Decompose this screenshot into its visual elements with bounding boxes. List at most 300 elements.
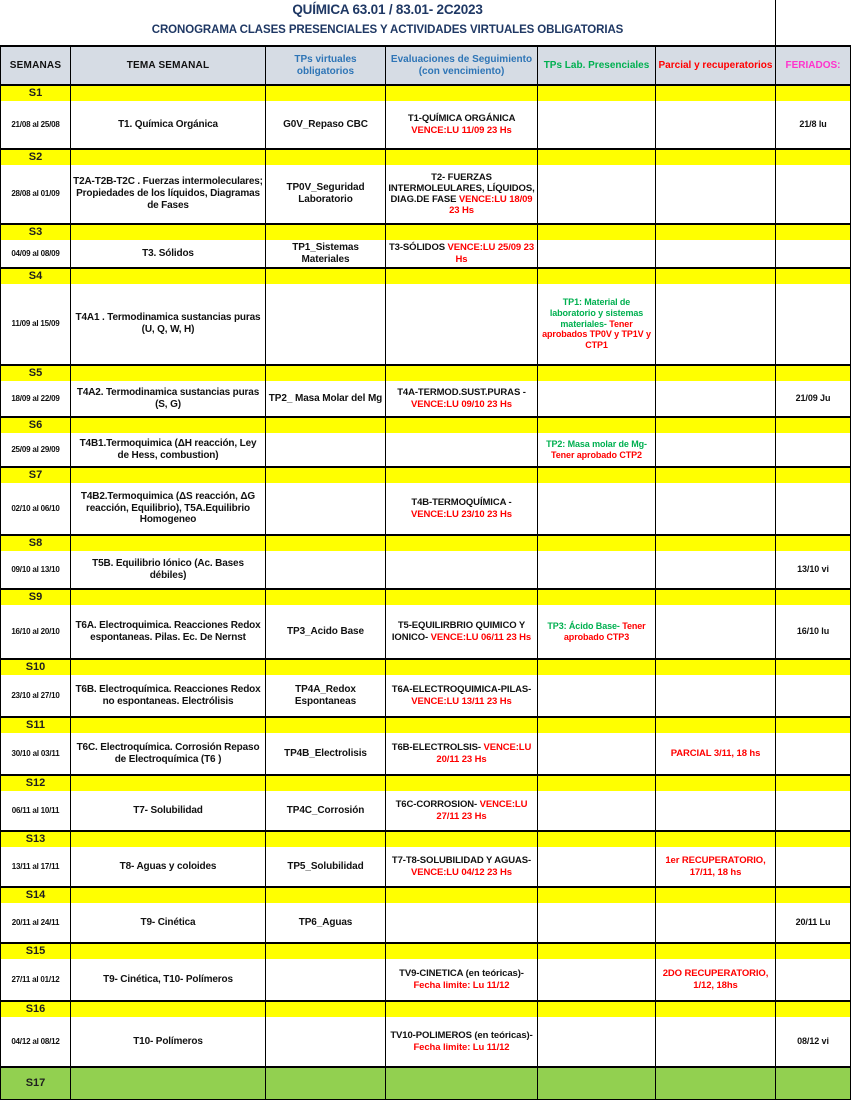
schedule-table <box>0 45 851 1100</box>
week-label-spacer <box>386 365 538 381</box>
week-label-spacer <box>266 417 386 433</box>
parcial-cell <box>656 381 776 417</box>
week-label-spacer <box>71 85 266 101</box>
week-label-spacer <box>776 775 851 791</box>
week-label-spacer <box>656 887 776 903</box>
week-label-spacer <box>776 417 851 433</box>
evaluacion-cell <box>386 240 538 268</box>
week-label-spacer <box>538 659 656 675</box>
week-label-spacer <box>266 887 386 903</box>
final-row-feriado-cell <box>776 1067 851 1099</box>
tema-semanal-cell: T4B2.Termoquimica (ΔS reacción, ΔG reacción, Equilibrio), T5A.Equilibrio Homogeneo <box>71 483 266 535</box>
table-row <box>1 165 851 224</box>
table-row <box>1 791 851 831</box>
final-row-tpv-cell <box>266 1067 386 1099</box>
evaluacion-title: T6B-ELECTROLSIS- <box>391 742 481 754</box>
table-row <box>1 1017 851 1067</box>
week-label-spacer <box>71 365 266 381</box>
tp-lab-cell <box>538 551 656 589</box>
week-label-spacer <box>71 589 266 605</box>
evaluacion-vence: VENCE:LU 20/11 23 Hs <box>436 742 532 765</box>
evaluacion-title: TV9-CINETICA (en teóricas)- <box>399 968 524 980</box>
week-label-spacer <box>71 268 266 284</box>
table-body <box>1 85 851 1099</box>
feriado-cell <box>776 483 851 535</box>
column-header-evaluaciones-line2: (con vencimiento) <box>418 65 505 77</box>
feriado-cell <box>776 433 851 467</box>
week-label-spacer <box>266 943 386 959</box>
week-label-spacer <box>266 365 386 381</box>
week-label-spacer <box>776 224 851 240</box>
week-label-row <box>1 1001 851 1017</box>
week-number: S2 <box>1 149 71 165</box>
week-number: S14 <box>1 887 71 903</box>
week-label-spacer <box>386 224 538 240</box>
tema-semanal-cell: T6A. Electroquimica. Reacciones Redox espontaneas. Pilas. Ec. De Nernst <box>71 605 266 659</box>
week-label-spacer <box>656 1001 776 1017</box>
table-row <box>1 240 851 268</box>
column-header-semanas: SEMANAS <box>1 46 71 85</box>
week-dates: 09/10 al 13/10 <box>1 551 71 589</box>
week-label-spacer <box>266 268 386 284</box>
tema-semanal-cell: T6C. Electroquímica. Corrosión Repaso de Electroquímica (T6 ) <box>71 733 266 775</box>
table-row <box>1 551 851 589</box>
week-label-spacer <box>386 659 538 675</box>
week-label-spacer <box>538 887 656 903</box>
evaluacion-cell <box>386 483 538 535</box>
final-row-tema-cell <box>71 1067 266 1099</box>
week-dates: 25/09 al 29/09 <box>1 433 71 467</box>
tp-virtual-cell <box>266 284 386 365</box>
tp-virtual-cell: TP6_Aguas <box>266 903 386 943</box>
page-subtitle: CRONOGRAMA CLASES PRESENCIALES Y ACTIVIDADES VIRTUALES OBLIGATORIAS <box>151 24 624 36</box>
tp-virtual-cell: TP4A_Redox Espontaneas <box>266 675 386 717</box>
parcial-cell <box>656 903 776 943</box>
week-number: S4 <box>1 268 71 284</box>
week-label-spacer <box>386 589 538 605</box>
week-label-row <box>1 224 851 240</box>
week-label-spacer <box>266 717 386 733</box>
tema-semanal-cell: T4A2. Termodinamica sustancias puras (S, G) <box>71 381 266 417</box>
final-row-lab-cell <box>538 1067 656 1099</box>
week-label-spacer <box>538 365 656 381</box>
week-label-spacer <box>266 467 386 483</box>
week-label-spacer <box>266 659 386 675</box>
table-row <box>1 847 851 887</box>
evaluacion-vence: VENCE:LU 23/10 23 Hs <box>411 508 512 520</box>
week-dates: 30/10 al 03/11 <box>1 733 71 775</box>
evaluacion-vence: Fecha limite: Lu 11/12 <box>413 1041 510 1053</box>
evaluacion-vence: VENCE:LU 25/09 23 Hs <box>447 242 535 265</box>
week-label-spacer <box>266 535 386 551</box>
week-label-spacer <box>656 943 776 959</box>
evaluacion-title: T4A-TERMOD.SUST.PURAS - <box>397 387 526 399</box>
week-label-spacer <box>71 535 266 551</box>
week-number: S3 <box>1 224 71 240</box>
week-label-spacer <box>386 149 538 165</box>
tp-virtual-cell: TP5_Solubilidad <box>266 847 386 887</box>
tema-semanal-cell: T1. Química Orgánica <box>71 101 266 149</box>
feriado-cell <box>776 240 851 268</box>
week-dates: 06/11 al 10/11 <box>1 791 71 831</box>
tp-lab-cell <box>538 675 656 717</box>
week-dates: 20/11 al 24/11 <box>1 903 71 943</box>
week-label-spacer <box>776 943 851 959</box>
week-label-spacer <box>538 943 656 959</box>
evaluacion-vence: VENCE:LU 11/09 23 Hs <box>411 124 512 136</box>
evaluacion-vence: Fecha limite: Lu 11/12 <box>413 979 510 991</box>
parcial-cell: 1er RECUPERATORIO, 17/11, 18 hs <box>656 847 776 887</box>
week-dates: 23/10 al 27/10 <box>1 675 71 717</box>
evaluacion-cell <box>386 733 538 775</box>
tp-lab-requisito: Tener aprobados TP0V y TP1V y CTP1 <box>542 318 651 350</box>
tema-semanal-cell: T4A1 . Termodinamica sustancias puras (U, Q, W, H) <box>71 284 266 365</box>
week-number: S15 <box>1 943 71 959</box>
evaluacion-cell <box>386 101 538 149</box>
week-label-row <box>1 659 851 675</box>
column-header-tps-virtuales: TPs virtuales obligatorios <box>266 46 386 85</box>
feriado-cell <box>776 733 851 775</box>
parcial-cell <box>656 433 776 467</box>
week-number: S17 <box>1 1067 71 1099</box>
feriado-cell <box>776 959 851 1001</box>
week-label-spacer <box>266 1001 386 1017</box>
table-row <box>1 675 851 717</box>
feriado-cell: 21/09 Ju <box>776 381 851 417</box>
week-number: S1 <box>1 85 71 101</box>
tp-lab-cell <box>538 240 656 268</box>
week-label-spacer <box>386 717 538 733</box>
week-label-spacer <box>71 149 266 165</box>
final-week-row <box>1 1067 851 1099</box>
column-header-tema: TEMA SEMANAL <box>71 46 266 85</box>
tp-lab-cell <box>538 284 656 365</box>
week-label-spacer <box>266 224 386 240</box>
week-label-spacer <box>386 535 538 551</box>
week-label-row <box>1 589 851 605</box>
week-label-spacer <box>538 85 656 101</box>
feriado-cell <box>776 847 851 887</box>
column-header-parcial: Parcial y recuperatorios <box>656 46 776 85</box>
tp-virtual-cell: TP4B_Electrolisis <box>266 733 386 775</box>
week-label-spacer <box>71 887 266 903</box>
feriado-cell: 16/10 lu <box>776 605 851 659</box>
tp-lab-title: TP2: Masa molar de Mg- <box>546 438 647 449</box>
week-label-spacer <box>776 365 851 381</box>
tp-lab-requisito: Tener aprobado CTP2 <box>551 449 642 460</box>
tp-virtual-cell <box>266 433 386 467</box>
week-label-spacer <box>266 85 386 101</box>
feriado-cell: 08/12 vi <box>776 1017 851 1067</box>
feriado-cell: 21/8 lu <box>776 101 851 149</box>
evaluacion-cell <box>386 433 538 467</box>
week-label-spacer <box>776 589 851 605</box>
evaluacion-vence: VENCE:LU 13/11 23 Hs <box>411 695 512 707</box>
week-label-spacer <box>386 85 538 101</box>
week-label-row <box>1 268 851 284</box>
week-label-spacer <box>386 268 538 284</box>
feriado-cell <box>776 165 851 224</box>
week-label-spacer <box>386 1001 538 1017</box>
week-label-spacer <box>656 417 776 433</box>
week-label-spacer <box>386 417 538 433</box>
column-header-tps-lab: TPs Lab. Presenciales <box>538 46 656 85</box>
tp-lab-cell <box>538 483 656 535</box>
evaluacion-vence: VENCE:LU 04/12 23 Hs <box>411 866 512 878</box>
evaluacion-cell <box>386 605 538 659</box>
week-label-spacer <box>656 535 776 551</box>
table-row <box>1 959 851 1001</box>
tp-lab-cell <box>538 433 656 467</box>
parcial-cell <box>656 284 776 365</box>
tp-lab-title: TP3: Ácido Base- <box>547 620 620 631</box>
tp-lab-cell <box>538 959 656 1001</box>
week-number: S6 <box>1 417 71 433</box>
week-number: S10 <box>1 659 71 675</box>
week-label-spacer <box>71 775 266 791</box>
week-label-row <box>1 417 851 433</box>
week-label-spacer <box>656 717 776 733</box>
week-label-row <box>1 85 851 101</box>
column-header-evaluaciones-line1: Evaluaciones de Seguimiento <box>390 53 533 65</box>
week-label-row <box>1 149 851 165</box>
column-header-feriados: FERIADOS: <box>776 46 851 85</box>
week-label-spacer <box>71 1001 266 1017</box>
week-label-row <box>1 535 851 551</box>
week-label-spacer <box>266 149 386 165</box>
tp-lab-cell <box>538 605 656 659</box>
week-label-spacer <box>538 589 656 605</box>
week-label-spacer <box>538 417 656 433</box>
evaluacion-title: T6C-CORROSION- <box>395 799 478 811</box>
parcial-cell <box>656 240 776 268</box>
evaluacion-cell <box>386 903 538 943</box>
evaluacion-cell <box>386 551 538 589</box>
week-label-spacer <box>776 535 851 551</box>
tp-virtual-cell <box>266 1017 386 1067</box>
week-label-spacer <box>538 224 656 240</box>
week-label-row <box>1 887 851 903</box>
parcial-cell: PARCIAL 3/11, 18 hs <box>656 733 776 775</box>
final-row-eval-cell <box>386 1067 538 1099</box>
week-label-spacer <box>656 149 776 165</box>
tp-lab-cell <box>538 381 656 417</box>
week-label-spacer <box>656 365 776 381</box>
week-label-spacer <box>776 149 851 165</box>
parcial-cell: 2DO RECUPERATORIO, 1/12, 18hs <box>656 959 776 1001</box>
week-label-spacer <box>386 887 538 903</box>
week-label-row <box>1 365 851 381</box>
table-row <box>1 733 851 775</box>
tema-semanal-cell: T4B1.Termoquimica (ΔH reacción, Ley de Hess, combustion) <box>71 433 266 467</box>
week-dates: 27/11 al 01/12 <box>1 959 71 1001</box>
evaluacion-cell <box>386 284 538 365</box>
evaluacion-cell <box>386 381 538 417</box>
week-label-spacer <box>538 1001 656 1017</box>
week-label-row <box>1 775 851 791</box>
week-number: S16 <box>1 1001 71 1017</box>
evaluacion-cell <box>386 791 538 831</box>
evaluacion-cell <box>386 675 538 717</box>
week-label-row <box>1 717 851 733</box>
week-label-spacer <box>656 775 776 791</box>
week-label-spacer <box>71 717 266 733</box>
tema-semanal-cell: T2A-T2B-T2C . Fuerzas intermoleculares; Propiedades de los líquidos, Diagramas de Fases <box>71 165 266 224</box>
page-title: QUÍMICA 63.01 / 83.01- 2C2023 <box>292 2 483 17</box>
tp-lab-cell <box>538 1017 656 1067</box>
table-row <box>1 381 851 417</box>
tp-virtual-cell <box>266 959 386 1001</box>
week-label-spacer <box>386 831 538 847</box>
table-row <box>1 483 851 535</box>
week-label-spacer <box>776 831 851 847</box>
parcial-cell <box>656 675 776 717</box>
week-label-spacer <box>538 535 656 551</box>
week-label-spacer <box>776 268 851 284</box>
week-label-spacer <box>71 943 266 959</box>
week-label-spacer <box>538 831 656 847</box>
week-label-row <box>1 467 851 483</box>
week-label-spacer <box>71 831 266 847</box>
table-row <box>1 101 851 149</box>
week-label-spacer <box>538 467 656 483</box>
evaluacion-title: TV10-POLIMEROS (en teóricas)- <box>390 1030 533 1042</box>
tp-lab-cell <box>538 791 656 831</box>
evaluacion-title: T6A-ELECTROQUIMICA-PILAS- <box>391 684 532 696</box>
tp-lab-requisito: Tener aprobado CTP3 <box>563 620 646 642</box>
week-label-spacer <box>266 831 386 847</box>
tp-virtual-cell <box>266 551 386 589</box>
parcial-cell <box>656 483 776 535</box>
parcial-cell <box>656 551 776 589</box>
week-dates: 21/08 al 25/08 <box>1 101 71 149</box>
week-label-spacer <box>71 659 266 675</box>
week-label-spacer <box>656 85 776 101</box>
tp-lab-title: TP1: Material de laboratorio y sistemas materiales- <box>549 297 644 329</box>
parcial-cell <box>656 101 776 149</box>
week-label-spacer <box>656 589 776 605</box>
feriado-cell: 13/10 vi <box>776 551 851 589</box>
week-number: S12 <box>1 775 71 791</box>
week-label-spacer <box>776 85 851 101</box>
final-row-parcial-cell <box>656 1067 776 1099</box>
evaluacion-cell <box>386 847 538 887</box>
parcial-cell <box>656 791 776 831</box>
table-row <box>1 903 851 943</box>
tp-virtual-cell: TP2_ Masa Molar del Mg <box>266 381 386 417</box>
tp-lab-cell <box>538 847 656 887</box>
tp-virtual-cell: TP1_Sistemas Materiales <box>266 240 386 268</box>
week-label-spacer <box>776 717 851 733</box>
evaluacion-cell <box>386 959 538 1001</box>
parcial-cell <box>656 165 776 224</box>
week-label-spacer <box>656 268 776 284</box>
evaluacion-title: T3-SÓLIDOS <box>388 242 445 254</box>
evaluacion-title: T7-T8-SOLUBILIDAD Y AGUAS- <box>391 855 532 867</box>
week-label-spacer <box>71 417 266 433</box>
week-number: S13 <box>1 831 71 847</box>
evaluacion-title: T4B-TERMOQUÍMICA - <box>411 497 512 509</box>
tema-semanal-cell: T9- Cinética <box>71 903 266 943</box>
tp-virtual-cell: TP0V_Seguridad Laboratorio <box>266 165 386 224</box>
week-dates: 11/09 al 15/09 <box>1 284 71 365</box>
tema-semanal-cell: T7- Solubilidad <box>71 791 266 831</box>
evaluacion-cell <box>386 165 538 224</box>
week-label-spacer <box>776 1001 851 1017</box>
table-row <box>1 605 851 659</box>
feriado-cell <box>776 791 851 831</box>
week-label-spacer <box>266 589 386 605</box>
tp-lab-cell <box>538 903 656 943</box>
week-label-spacer <box>776 659 851 675</box>
evaluacion-title: T5-EQUILIRBRIO QUIMICO Y IONICO- <box>391 620 526 643</box>
evaluacion-title: T2- FUERZAS INTERMOLEULARES, LÍQUIDOS, DIAG.DE FASE <box>388 171 535 205</box>
week-dates: 04/09 al 08/09 <box>1 240 71 268</box>
title-divider-rule <box>775 0 776 45</box>
week-label-spacer <box>266 775 386 791</box>
week-label-spacer <box>386 943 538 959</box>
column-header-evaluaciones <box>386 46 538 85</box>
week-label-row <box>1 943 851 959</box>
week-label-row <box>1 831 851 847</box>
week-label-spacer <box>656 224 776 240</box>
week-number: S11 <box>1 717 71 733</box>
week-label-spacer <box>538 775 656 791</box>
tema-semanal-cell: T6B. Electroquímica. Reacciones Redox no espontaneas. Electrólisis <box>71 675 266 717</box>
week-label-spacer <box>538 717 656 733</box>
table-header-row <box>1 46 851 85</box>
week-label-spacer <box>538 268 656 284</box>
week-dates: 13/11 al 17/11 <box>1 847 71 887</box>
week-dates: 16/10 al 20/10 <box>1 605 71 659</box>
feriado-cell <box>776 284 851 365</box>
table-row <box>1 284 851 365</box>
week-label-spacer <box>386 775 538 791</box>
evaluacion-vence: VENCE:LU 18/09 23 Hs <box>449 194 533 217</box>
tp-virtual-cell: G0V_Repaso CBC <box>266 101 386 149</box>
week-number: S5 <box>1 365 71 381</box>
tema-semanal-cell: T3. Sólidos <box>71 240 266 268</box>
week-label-spacer <box>71 467 266 483</box>
week-label-spacer <box>776 467 851 483</box>
week-dates: 28/08 al 01/09 <box>1 165 71 224</box>
tp-lab-cell <box>538 733 656 775</box>
tp-lab-cell <box>538 165 656 224</box>
tp-lab-cell <box>538 101 656 149</box>
parcial-cell <box>656 605 776 659</box>
feriado-cell: 20/11 Lu <box>776 903 851 943</box>
tp-virtual-cell: TP3_Acido Base <box>266 605 386 659</box>
week-label-spacer <box>776 887 851 903</box>
evaluacion-title: T1-QUÍMICA ORGÁNICA <box>407 113 516 125</box>
week-label-spacer <box>538 149 656 165</box>
parcial-cell <box>656 1017 776 1067</box>
tema-semanal-cell: T10- Polímeros <box>71 1017 266 1067</box>
week-dates: 18/09 al 22/09 <box>1 381 71 417</box>
tema-semanal-cell: T9- Cinética, T10- Polímeros <box>71 959 266 1001</box>
feriado-cell <box>776 675 851 717</box>
week-dates: 04/12 al 08/12 <box>1 1017 71 1067</box>
table-row <box>1 433 851 467</box>
week-number: S8 <box>1 535 71 551</box>
week-number: S7 <box>1 467 71 483</box>
week-dates: 02/10 al 06/10 <box>1 483 71 535</box>
tp-virtual-cell <box>266 483 386 535</box>
evaluacion-cell <box>386 1017 538 1067</box>
week-label-spacer <box>71 224 266 240</box>
evaluacion-vence: VENCE:LU 27/11 23 Hs <box>436 799 528 822</box>
week-label-spacer <box>386 467 538 483</box>
